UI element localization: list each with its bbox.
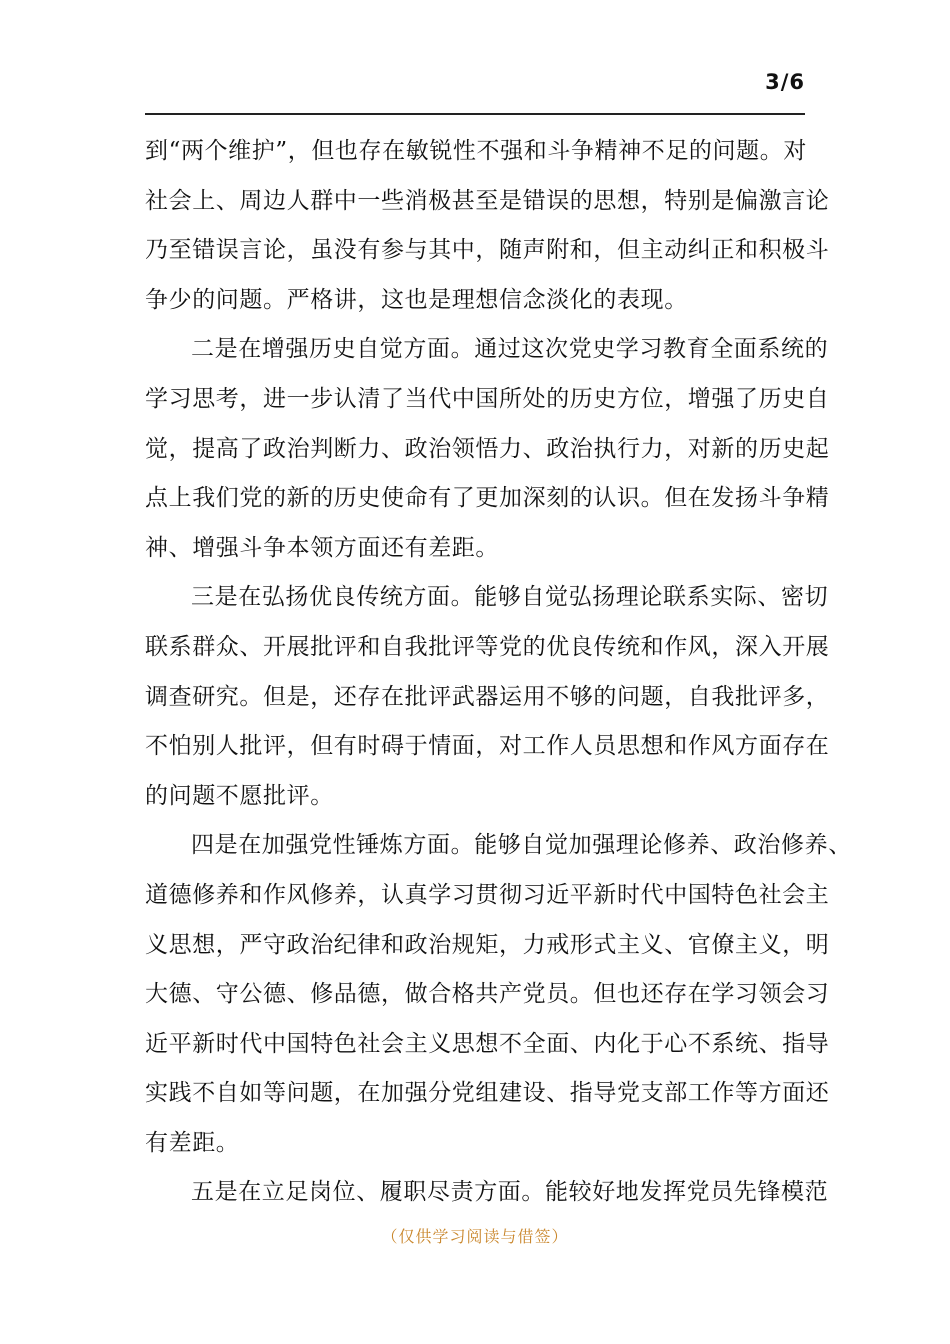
- text-line: 觉，提高了政治判断力、政治领悟力、政治执行力，对新的历史起: [145, 435, 830, 462]
- text-line: 四是在加强党性锤炼方面。能够自觉加强理论修养、政治修养、: [191, 832, 852, 859]
- text-line: 义思想，严守政治纪律和政治规矩，力戒形式主义、官僚主义，明: [145, 931, 830, 958]
- text-line: 有差距。: [145, 1129, 240, 1156]
- page-number: 3/6: [765, 70, 805, 94]
- text-line: 到“两个维护”，但也存在敏锐性不强和斗争精神不足的问题。对: [145, 138, 807, 164]
- text-line: 的问题不愿批评。: [145, 782, 334, 809]
- text-line: 实践不自如等问题，在加强分党组建设、指导党支部工作等方面还: [145, 1080, 830, 1107]
- text-line: 学习思考，进一步认清了当代中国所处的历史方位，增强了历史自: [145, 385, 830, 412]
- footer-note: （仅供学习阅读与借签）: [381, 1227, 569, 1246]
- text-line: 不怕别人批评，但有时碍于情面，对工作人员思想和作风方面存在: [145, 733, 830, 760]
- text-line: 近平新时代中国特色社会主义思想不全面、内化于心不系统、指导: [145, 1030, 830, 1057]
- text-line: 调查研究。但是，还存在批评武器运用不够的问题，自我批评多，: [145, 683, 830, 710]
- text-line: 三是在弘扬优良传统方面。能够自觉弘扬理论联系实际、密切: [191, 584, 829, 611]
- text-line: 二是在增强历史自觉方面。通过这次党史学习教育全面系统的: [191, 336, 829, 363]
- text-line: 乃至错误言论，虽没有参与其中，随声附和，但主动纠正和积极斗: [145, 237, 830, 264]
- text-line: 道德修养和作风修养，认真学习贯彻习近平新时代中国特色社会主: [145, 881, 830, 908]
- document-body: [145, 127, 852, 1218]
- text-line: 点上我们党的新的历史使命有了更加深刻的认识。但在发扬斗争精: [145, 485, 830, 512]
- text-line: 大德、守公德、修品德，做合格共产党员。但也还存在学习领会习: [145, 981, 830, 1008]
- text-line: 争少的问题。严格讲，这也是理想信念淡化的表现。: [145, 286, 688, 313]
- text-line: 社会上、周边人群中一些消极甚至是错误的思想，特别是偏激言论: [145, 187, 830, 214]
- header-divider: [145, 113, 805, 115]
- text-line: 五是在立足岗位、履职尽责方面。能较好地发挥党员先锋模范: [191, 1179, 829, 1206]
- text-line: 联系群众、开展批评和自我批评等党的优良传统和作风，深入开展: [145, 633, 830, 660]
- text-line: 神、增强斗争本领方面还有差距。: [145, 534, 499, 561]
